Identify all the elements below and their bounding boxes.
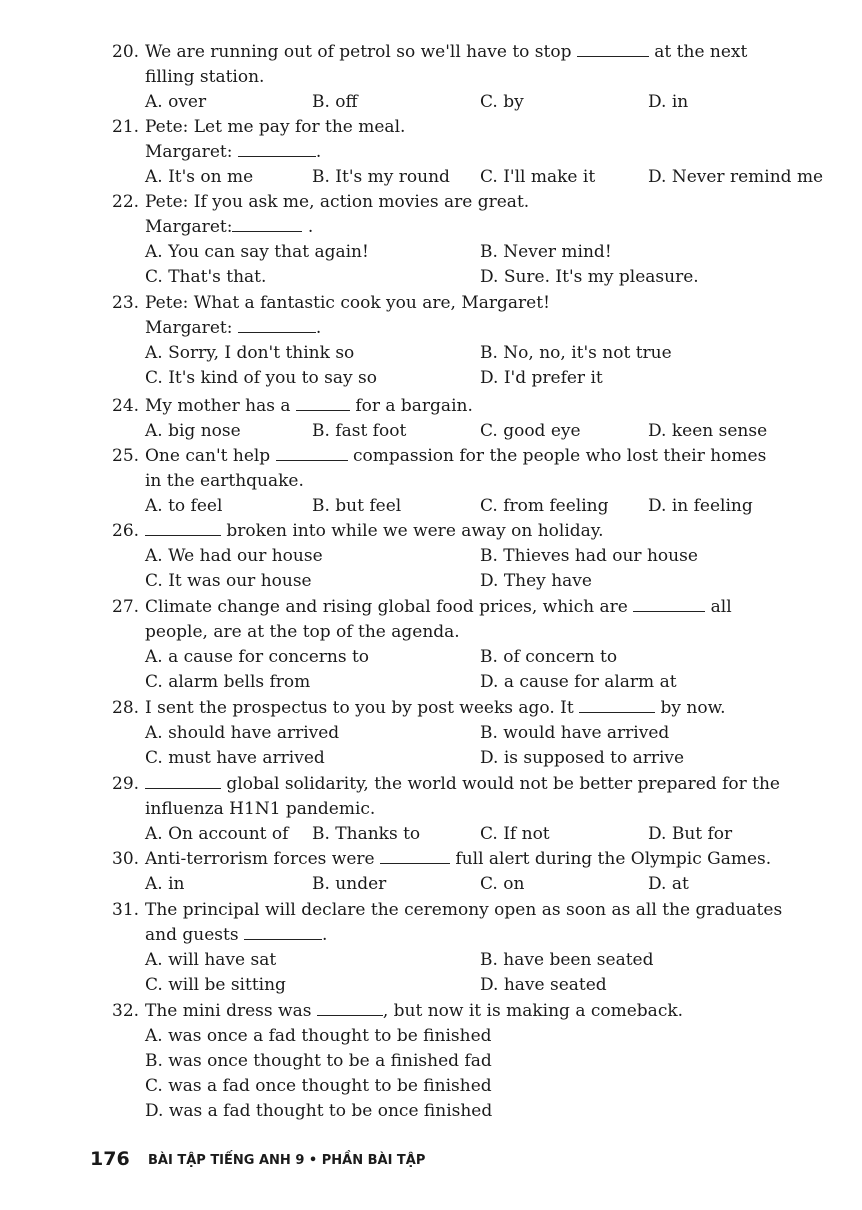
question-stem-continued: filling station. [145,67,265,87]
option-b: B. off [312,92,358,112]
question-stem: I sent the prospectus to you by post weeks ago. It [145,698,574,718]
options-row [145,341,832,366]
question-stem: Anti-terrorism forces were [145,849,375,869]
option-c: C. That's that. [145,267,267,287]
option-d: D. is supposed to arrive [480,748,685,768]
question-stem: My mother has a [145,396,291,416]
option-d: D. keen sense [648,421,768,441]
question-20 [112,40,832,115]
question-stem-end: compassion for the people who lost their homes [353,446,767,466]
question-stem: Pete: What a fantastic cook you are, Margaret! [145,293,550,313]
options-row [145,1049,832,1074]
question-number: 31. [112,900,140,920]
option-d: D. Sure. It's my pleasure. [480,267,699,287]
option-c: C. If not [480,824,550,844]
option-b: B. Thanks to [312,824,421,844]
question-31: 31. The principal will declare the ceremony open as soon as all the graduates and guests . A. will have sat B. have been seated C. will be sitting D. have seated [112,898,832,998]
option-a: A. Sorry, I don't think so [145,343,355,363]
option-c: C. I'll make it [480,167,596,187]
option-a: A. in [145,874,185,894]
answer-blank [633,597,705,612]
option-b: B. Thieves had our house [480,546,698,566]
question-stem-end: by now. [660,698,726,718]
option-a: A. should have arrived [145,723,340,743]
answer-blank [232,217,302,232]
question-stem-continued: in the earthquake. [145,471,304,491]
option-a: A. You can say that again! [145,242,369,262]
option-a: A. was once a fad thought to be finished [145,1026,492,1046]
speaker-label: Margaret: [145,318,233,338]
options-row [145,90,832,115]
option-b: B. It's my round [312,167,450,187]
question-29 [112,772,832,847]
option-b: B. would have arrived [480,723,670,743]
options-row [145,822,832,847]
question-number: 29. [112,774,140,794]
question-number: 22. [112,192,140,212]
question-stem: Pete: If you ask me, action movies are great. [145,192,530,212]
option-d: D. Never remind me [648,167,824,187]
options-row [145,165,832,190]
options-row [145,569,832,594]
question-stem-end: full alert during the Olympic Games. [455,849,772,869]
question-number: 28. [112,698,140,718]
options-row [145,645,832,670]
answer-blank [276,446,348,461]
speaker-label: Margaret: [145,217,233,237]
option-d: D. in [648,92,689,112]
option-b: B. No, no, it's not true [480,343,672,363]
question-stem: The principal will declare the ceremony open as soon as all the graduates [145,900,783,920]
option-c: C. on [480,874,525,894]
option-c: C. It was our house [145,571,312,591]
question-stem-continued: people, are at the top of the agenda. [145,622,460,642]
answer-blank [317,1001,383,1016]
option-c: C. alarm bells from [145,672,311,692]
answer-blank [577,42,649,57]
question-stem: One can't help [145,446,271,466]
question-stem-continued: and guests [145,925,239,945]
option-a: A. over [145,92,207,112]
question-number: 27. [112,597,140,617]
option-c: C. It's kind of you to say so [145,368,377,388]
question-stem-end: broken into while we were away on holiday. [226,521,604,541]
question-number: 30. [112,849,140,869]
options-row [145,948,832,973]
option-c: C. good eye [480,421,581,441]
option-a: A. a cause for concerns to [145,647,370,667]
question-number: 23. [112,293,140,313]
option-d: D. was a fad thought to be once finished [145,1101,493,1121]
question-stem-end: all [710,597,732,617]
option-b: B. Never mind! [480,242,612,262]
question-number: 21. [112,117,140,137]
option-d: D. in feeling [648,496,753,516]
options-row [145,494,832,519]
option-b: B. of concern to [480,647,618,667]
question-number: 25. [112,446,140,466]
option-a: A. On account of [145,824,289,844]
option-a: A. big nose [145,421,241,441]
book-title: BÀI TẬP TIẾNG ANH 9 • PHẦN BÀI TẬP [148,1153,426,1168]
options-row [145,1074,832,1099]
question-stem-end: global solidarity, the world would not be better prepared for the [226,774,780,794]
option-c: C. will be sitting [145,975,286,995]
options-row [145,746,832,771]
question-stem: Climate change and rising global food prices, which are [145,597,628,617]
question-number: 24. [112,396,140,416]
option-a: A. will have sat [145,950,277,970]
option-b: B. fast foot [312,421,407,441]
options-row [145,419,832,444]
page-number: 176 [90,1148,130,1170]
question-number: 26. [112,521,140,541]
options-row [145,265,832,290]
option-c: C. by [480,92,524,112]
option-b: B. but feel [312,496,402,516]
option-a: A. It's on me [145,167,254,187]
option-d: D. They have [480,571,592,591]
question-30 [112,847,832,897]
answer-blank [579,698,655,713]
option-d: D. at [648,874,689,894]
options-row [145,721,832,746]
option-d: D. I'd prefer it [480,368,603,388]
question-27 [112,595,832,695]
answer-blank [145,521,221,536]
option-d: D. a cause for alarm at [480,672,677,692]
options-row [145,1024,832,1049]
question-number: 20. [112,42,140,62]
option-c: C. must have arrived [145,748,325,768]
speaker-label: Margaret: [145,142,233,162]
options-row [145,240,832,265]
answer-blank [238,142,316,157]
option-b: B. under [312,874,387,894]
question-stem: Pete: Let me pay for the meal. [145,117,406,137]
options-row [145,973,832,998]
question-stem-end: for a bargain. [355,396,473,416]
question-21: 21. Pete: Let me pay for the meal. Margaret: . A. It's on me B. It's my round C. I'll make it D. Never remind me [112,115,832,190]
question-stem-end: at the next [654,42,748,62]
question-25 [112,444,832,519]
options-row [145,670,832,695]
answer-blank [244,925,322,940]
option-c: C. from feeling [480,496,609,516]
question-stem: The mini dress was [145,1001,312,1021]
option-c: C. was a fad once thought to be finished [145,1076,492,1096]
option-d: D. But for [648,824,733,844]
option-d: D. have seated [480,975,607,995]
answer-blank [145,774,221,789]
option-b: B. have been seated [480,950,654,970]
options-row [145,1099,832,1124]
question-32 [112,999,832,1124]
option-a: A. to feel [145,496,223,516]
option-b: B. was once thought to be a finished fad [145,1051,492,1071]
option-a: A. We had our house [145,546,323,566]
question-24 [112,394,832,444]
answer-blank [296,396,350,411]
question-23: 23. Pete: What a fantastic cook you are, Margaret! Margaret: . A. Sorry, I don't think so B. No, no, it's not true C. It's kind of you to say so D. I'd prefer it [112,291,832,391]
question-stem: We are running out of petrol so we'll have to stop [145,42,572,62]
options-row [145,872,832,897]
question-26 [112,519,832,594]
question-number: 32. [112,1001,140,1021]
question-22: 22. Pete: If you ask me, action movies are great. Margaret: . A. You can say that again! B. Never mind! C. That's that. D. Sure. It's my pleasure. [112,190,832,290]
answer-blank [380,849,450,864]
question-28 [112,696,832,771]
question-stem-continued: influenza H1N1 pandemic. [145,799,376,819]
answer-blank [238,318,316,333]
question-stem-end: , but now it is making a comeback. [382,1001,684,1021]
options-row [145,544,832,569]
options-row [145,366,832,391]
